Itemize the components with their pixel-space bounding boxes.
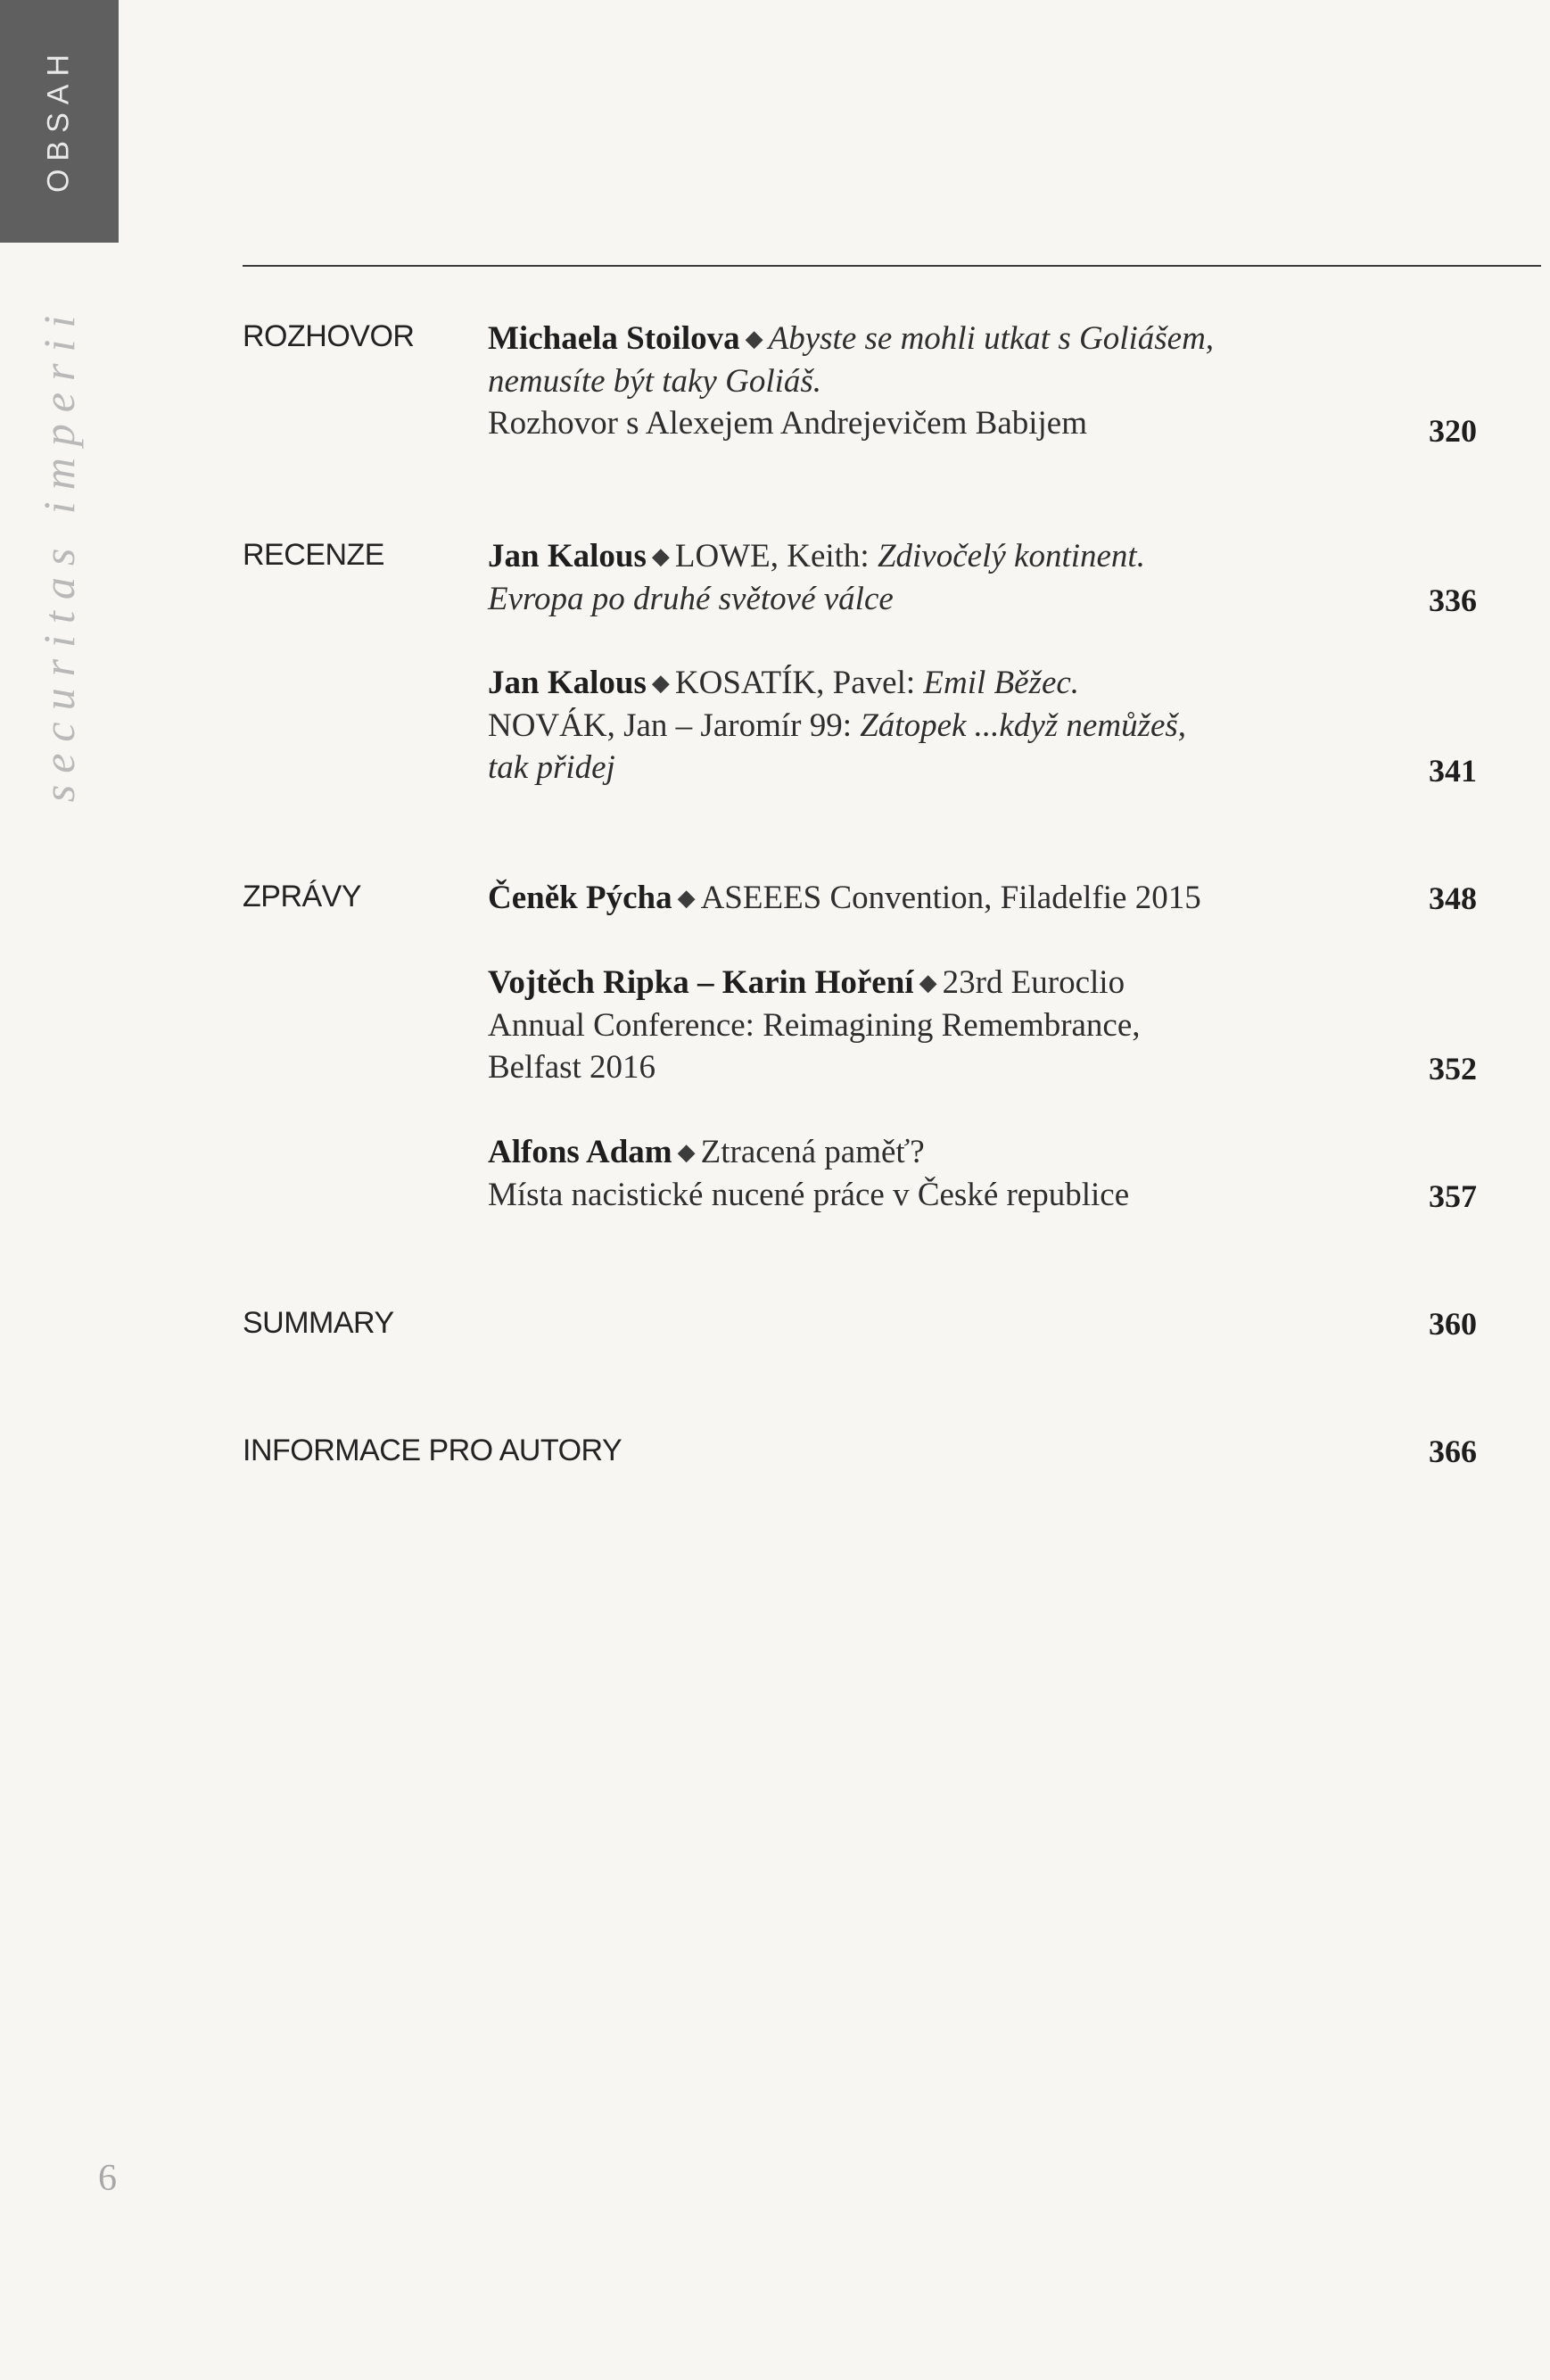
diamond-icon: ◆: [745, 326, 763, 352]
entry-author: Alfons Adam: [488, 1134, 672, 1170]
page-ref: 366: [1429, 1434, 1477, 1469]
entry-author: Vojtěch Ripka – Karin Hoření: [488, 964, 914, 1001]
diamond-icon: ◆: [651, 670, 670, 697]
page-ref: 352: [1429, 1051, 1477, 1087]
entry-author: Michaela Stoilova: [488, 320, 740, 357]
toc-entry[interactable]: [488, 1131, 1344, 1216]
entry-author: Jan Kalous: [488, 538, 647, 574]
entry-author: Jan Kalous: [488, 665, 647, 701]
toc-entry[interactable]: [488, 877, 1344, 920]
toc-entry[interactable]: [488, 535, 1344, 620]
entry-text: KOSATÍK, Pavel:: [674, 665, 924, 701]
journal-name: securitas imperii: [34, 303, 84, 803]
top-rule: [243, 265, 1541, 267]
page-ref: 336: [1429, 583, 1477, 618]
entry-text-cont: Belfast 2016: [488, 1049, 656, 1086]
section-label-summary: SUMMARY: [243, 1306, 394, 1340]
entry-title-cont: Evropa po druhé světové válce: [488, 581, 894, 617]
entry-title: Abyste se mohli utkat s Goliášem,: [768, 320, 1215, 357]
section-label-rozhovor: ROZHOVOR: [243, 319, 415, 353]
entry-title: Zátopek ...když nemůžeš,: [860, 707, 1187, 744]
entry-subtitle: Rozhovor s Alexejem Andrejevičem Babijem: [488, 405, 1087, 442]
entry-text-cont: Místa nacistické nucené práce v České republice: [488, 1177, 1130, 1213]
page-ref: 341: [1429, 753, 1477, 789]
toc-entry[interactable]: [488, 318, 1344, 444]
entry-title: Zdivočelý kontinent.: [877, 538, 1145, 574]
entry-text: Ztracená paměť?: [700, 1134, 925, 1170]
entry-text-cont: Annual Conference: Reimagining Remembrance,: [488, 1007, 1141, 1044]
diamond-icon: ◆: [677, 1139, 696, 1166]
toc-entry[interactable]: [488, 662, 1344, 789]
section-label-informace: INFORMACE PRO AUTORY: [243, 1434, 622, 1467]
page-ref: 357: [1429, 1178, 1477, 1214]
section-tab-label: OBSAH: [41, 45, 76, 194]
page-number: 6: [98, 2158, 117, 2199]
section-label-recenze: RECENZE: [243, 538, 384, 572]
section-label-zpravy: ZPRÁVY: [243, 880, 362, 913]
entry-text: ASEEES Convention, Filadelfie 2015: [700, 880, 1201, 916]
toc-entry[interactable]: [488, 962, 1344, 1088]
page-ref: 348: [1429, 880, 1477, 916]
page-ref: 360: [1429, 1306, 1477, 1342]
entry-title: Emil Běžec.: [923, 665, 1080, 701]
diamond-icon: ◆: [919, 970, 937, 996]
section-tab: [0, 0, 119, 243]
diamond-icon: ◆: [651, 543, 670, 570]
entry-author: Čeněk Pýcha: [488, 880, 672, 916]
entry-text: LOWE, Keith:: [674, 538, 878, 574]
entry-title-cont: tak přidej: [488, 749, 615, 786]
diamond-icon: ◆: [677, 885, 696, 912]
entry-text: 23rd Euroclio: [942, 964, 1125, 1001]
entry-title-cont: nemusíte být taky Goliáš.: [488, 363, 822, 400]
page-ref: 320: [1429, 413, 1477, 449]
entry-text: NOVÁK, Jan – Jaromír 99:: [488, 707, 861, 744]
